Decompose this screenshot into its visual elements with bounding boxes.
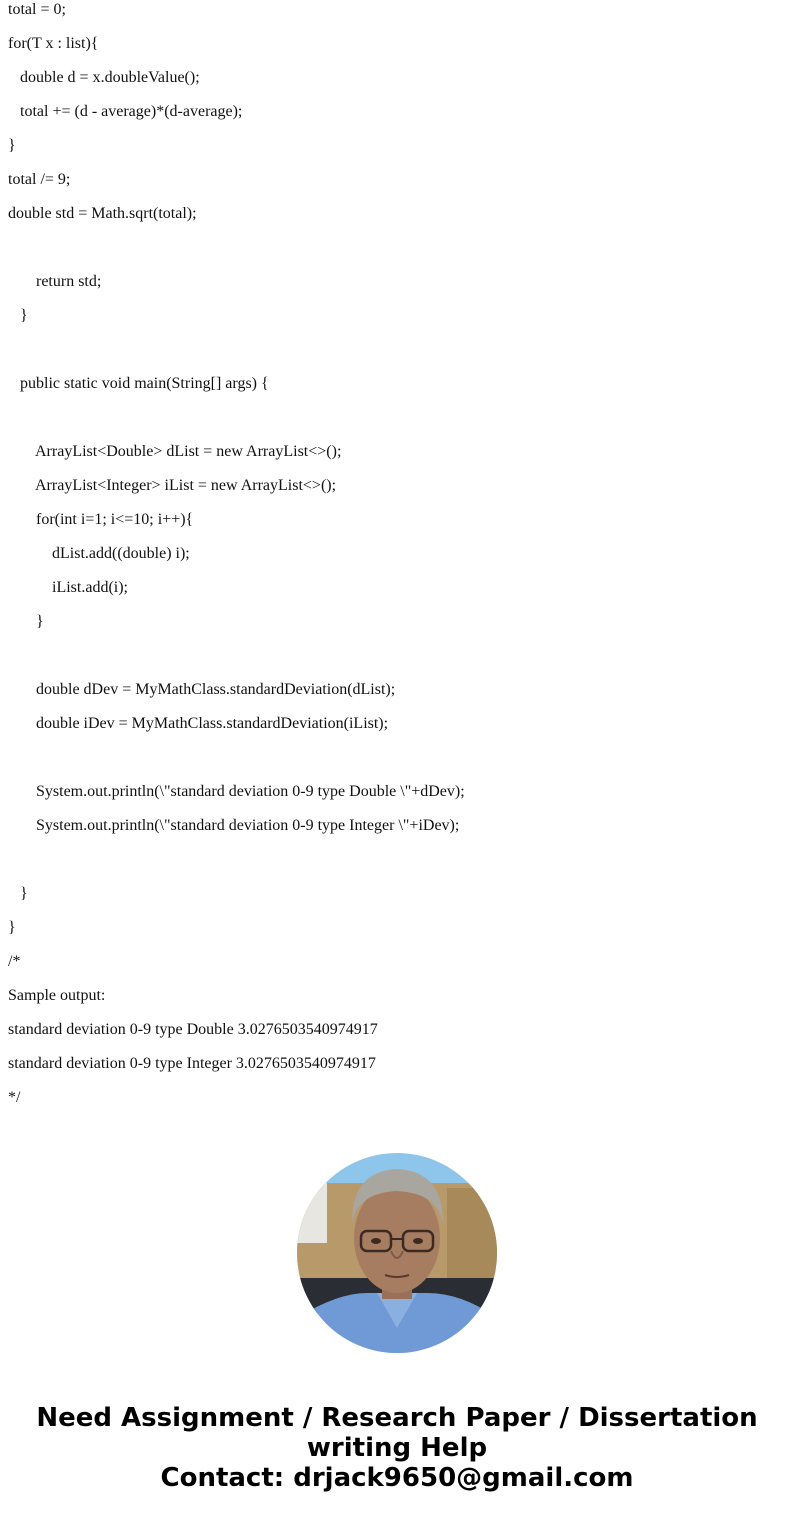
code-line: /*: [8, 953, 21, 970]
code-line: System.out.println(\"standard deviation 0-9 type Integer \"+iDev);: [36, 817, 460, 834]
code-line: }: [20, 885, 28, 902]
code-line: for(T x : list){: [8, 35, 99, 52]
code-line: for(int i=1; i<=10; i++){: [36, 511, 194, 528]
code-line: total = 0;: [8, 1, 66, 18]
promo-subheadline: writing Help: [306, 1433, 488, 1463]
code-line: standard deviation 0-9 type Integer 3.0276503540974917: [8, 1055, 376, 1072]
code-line: }: [8, 137, 16, 154]
code-line: total /= 9;: [8, 171, 71, 188]
code-line: */: [8, 1089, 21, 1106]
code-line: double d = x.doubleValue();: [20, 69, 200, 86]
author-avatar: [297, 1153, 497, 1353]
promo-contact-email: Contact: drjack9650@gmail.com: [160, 1463, 634, 1493]
code-line: iList.add(i);: [52, 579, 128, 596]
code-line: standard deviation 0-9 type Double 3.0276503540974917: [8, 1021, 378, 1038]
code-line: System.out.println(\"standard deviation 0-9 type Double \"+dDev);: [36, 783, 465, 800]
code-line: dList.add((double) i);: [52, 545, 190, 562]
code-line: total += (d - average)*(d-average);: [20, 103, 243, 120]
code-line: }: [36, 613, 44, 630]
code-line: Sample output:: [8, 987, 106, 1004]
code-line: ArrayList<Double> dList = new ArrayList<>();: [35, 443, 342, 460]
code-line: }: [8, 919, 16, 936]
code-line: }: [20, 307, 28, 324]
code-line: ArrayList<Integer> iList = new ArrayList<>();: [35, 477, 337, 494]
promo-banner: [0, 1403, 794, 1493]
code-line: double std = Math.sqrt(total);: [8, 205, 197, 222]
person-portrait-icon: [297, 1153, 497, 1353]
code-line: return std;: [36, 273, 102, 290]
code-line: double dDev = MyMathClass.standardDeviation(dList);: [36, 681, 396, 698]
code-line: double iDev = MyMathClass.standardDeviation(iList);: [36, 715, 389, 732]
code-line: public static void main(String[] args) {: [20, 375, 269, 392]
promo-headline: Need Assignment / Research Paper / Dissertation: [36, 1403, 758, 1433]
